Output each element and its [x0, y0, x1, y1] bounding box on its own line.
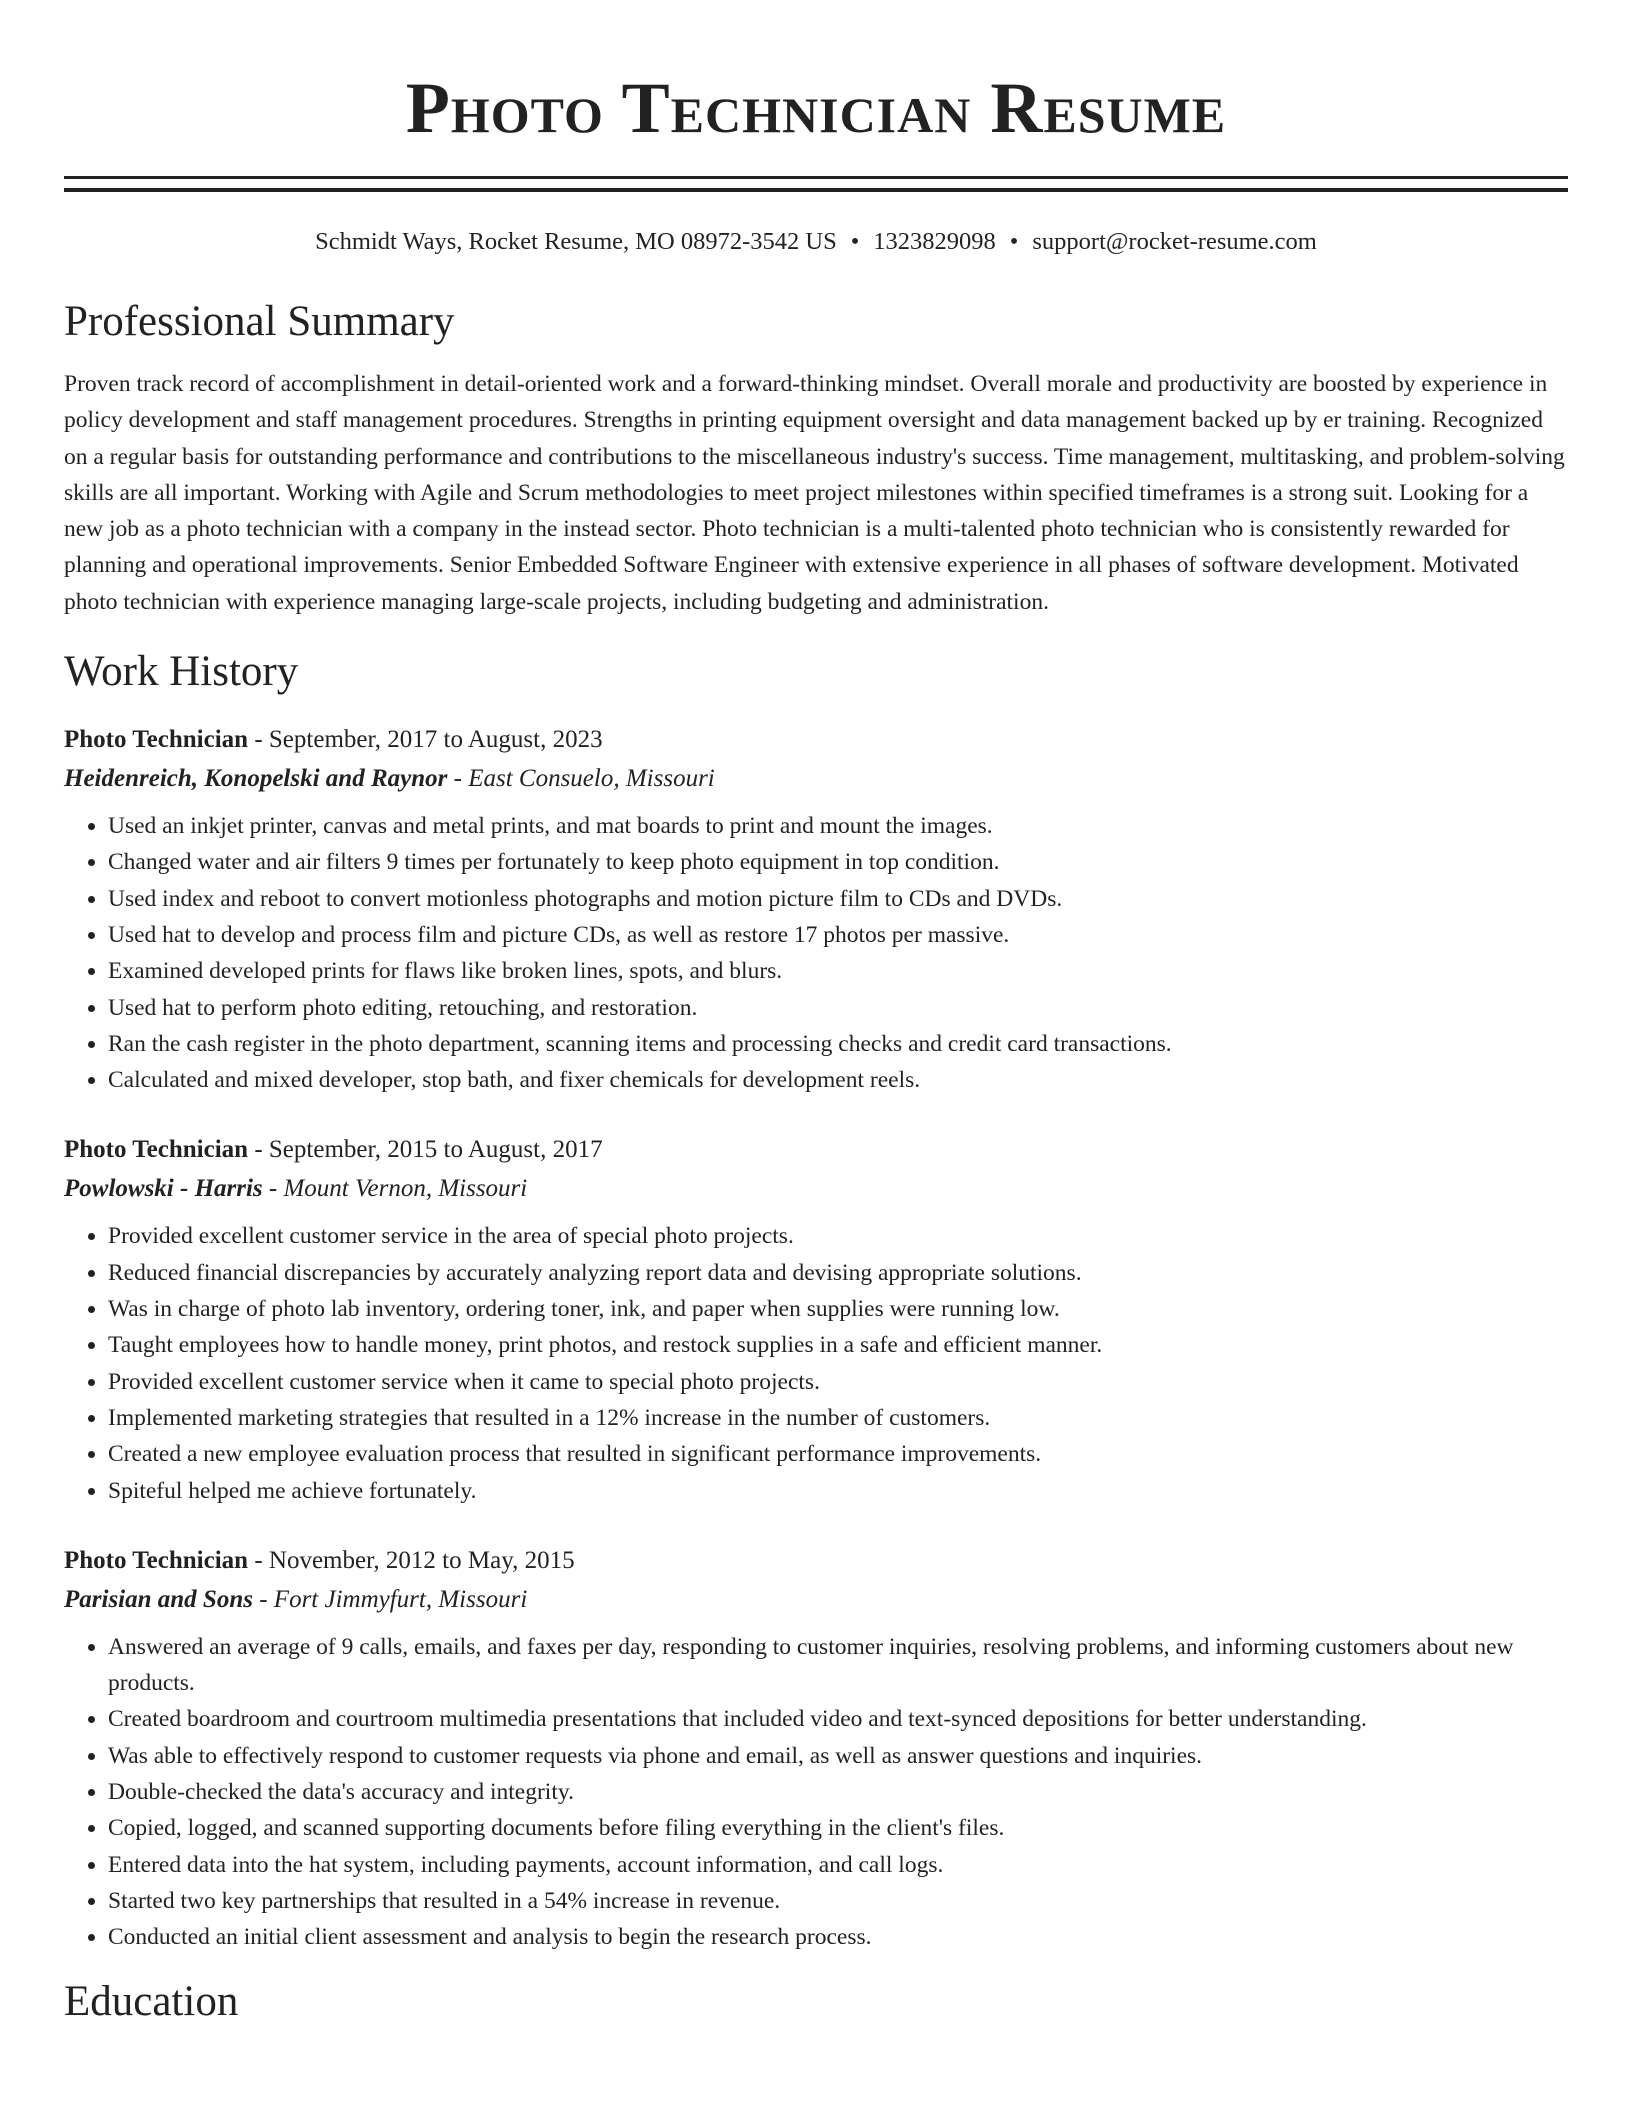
contact-separator: •	[850, 228, 860, 255]
job-entry	[64, 720, 1568, 1098]
duty-item: • Answered an average of 9 calls, emails, and faxes per day, responding to customer inquiries, resolving problems, and informing customers about new products.	[108, 1629, 1568, 1702]
duty-item: • Conducted an initial client assessment and analysis to begin the research process.	[108, 1919, 1568, 1955]
duty-item: • Reduced financial discrepancies by accurately analyzing report data and devising appropriate solutions.	[108, 1255, 1568, 1291]
duty-item: • Was in charge of photo lab inventory, ordering toner, ink, and paper when supplies were running low.	[108, 1291, 1568, 1327]
job-title: Photo Technician	[64, 1136, 249, 1164]
company-line	[64, 1580, 1568, 1619]
duty-item: • Copied, logged, and scanned supporting documents before filing everything in the client's files.	[108, 1810, 1568, 1846]
work-history-heading: Work History	[64, 648, 299, 696]
duty-item: • Started two key partnerships that resulted in a 54% increase in revenue.	[108, 1883, 1568, 1919]
duty-item: • Ran the cash register in the photo department, scanning items and processing checks and credit card transactions.	[108, 1026, 1568, 1062]
contact-phone: 1323829098	[873, 228, 996, 255]
company-location: - Mount Vernon, Missouri	[262, 1175, 528, 1203]
job-title: Photo Technician	[64, 726, 249, 754]
duty-item: • Used hat to perform photo editing, retouching, and restoration.	[108, 990, 1568, 1026]
job-dates: - September, 2015 to August, 2017	[248, 1136, 603, 1164]
title-divider-top	[64, 176, 1568, 182]
job-entry	[64, 1541, 1568, 1956]
duties-list	[64, 1218, 1568, 1508]
duty-item: • Created a new employee evaluation process that resulted in significant performance improvements.	[108, 1436, 1568, 1472]
summary-text: Proven track record of accomplishment in detail-oriented work and a forward-thinking mindset. Overall morale and productivity are boosted by experience in policy development and staff management procedures. Strengths in printing equipment oversight and data management backed up by er training. Recognized on a regular basis for outstanding performance and contributions to the miscellaneous industry's success. Time management, multitasking, and problem-solving skills are all important. Working with Agile and Scrum methodologies to meet project milestones within specified timeframes is a strong suit. Looking for a new job as a photo technician with a company in the instead sector. Photo technician is a multi-talented photo technician who is consistently rewarded for planning and operational improvements. Senior Embedded Software Engineer with extensive experience in all phases of software development. Motivated photo technician with experience managing large-scale projects, including budgeting and administration.	[64, 371, 1565, 615]
company-name: Heidenreich, Konopelski and Raynor	[64, 765, 448, 793]
company-line	[64, 759, 1568, 798]
contact-separator: •	[1009, 228, 1019, 255]
title-divider-bottom	[64, 188, 1568, 192]
duty-item: • Provided excellent customer service when it came to special photo projects.	[108, 1364, 1568, 1400]
contact-line	[64, 226, 1568, 258]
duty-item: • Changed water and air filters 9 times per fortunately to keep photo equipment in top condition.	[108, 844, 1568, 880]
summary-heading: Professional Summary	[64, 298, 455, 345]
company-line	[64, 1169, 1568, 1208]
work-history-list	[64, 720, 1568, 1955]
job-title: Photo Technician	[64, 1546, 249, 1574]
duty-item: • Double-checked the data's accuracy and integrity.	[108, 1774, 1568, 1810]
job-heading	[64, 1130, 1568, 1169]
duty-item: • Examined developed prints for flaws like broken lines, spots, and blurs.	[108, 953, 1568, 989]
job-heading	[64, 720, 1568, 759]
contact-address: Schmidt Ways, Rocket Resume, MO 08972-3542 US	[315, 228, 837, 255]
duty-item: • Was able to effectively respond to customer requests via phone and email, as well as answer questions and inquiries.	[108, 1738, 1568, 1774]
duties-list	[64, 808, 1568, 1098]
company-location: - Fort Jimmyfurt, Missouri	[252, 1585, 528, 1613]
duty-item: • Created boardroom and courtroom multimedia presentations that included video and text-synced depositions for better understanding.	[108, 1701, 1568, 1737]
job-entry	[64, 1130, 1568, 1508]
duty-item: • Used hat to develop and process film and picture CDs, as well as restore 17 photos per massive.	[108, 917, 1568, 953]
contact-email: support@rocket-resume.com	[1032, 228, 1317, 255]
job-heading	[64, 1541, 1568, 1580]
duty-item: • Implemented marketing strategies that resulted in a 12% increase in the number of customers.	[108, 1400, 1568, 1436]
page-title: Photo Technician Resume	[405, 68, 1227, 148]
company-name: Powlowski - Harris	[64, 1175, 263, 1203]
duties-list	[64, 1629, 1568, 1956]
duty-item: • Taught employees how to handle money, print photos, and restock supplies in a safe and efficient manner.	[108, 1327, 1568, 1363]
duty-item: • Spiteful helped me achieve fortunately.	[108, 1473, 1568, 1509]
duty-item: • Provided excellent customer service in the area of special photo projects.	[108, 1218, 1568, 1254]
education-heading: Education	[64, 1977, 239, 2025]
job-dates: - November, 2012 to May, 2015	[248, 1546, 575, 1574]
company-location: - East Consuelo, Missouri	[447, 765, 715, 793]
job-dates: - September, 2017 to August, 2023	[248, 726, 603, 754]
duty-item: • Calculated and mixed developer, stop bath, and fixer chemicals for development reels.	[108, 1062, 1568, 1098]
duty-item: • Used an inkjet printer, canvas and metal prints, and mat boards to print and mount the images.	[108, 808, 1568, 844]
duty-item: • Used index and reboot to convert motionless photographs and motion picture film to CDs and DVDs.	[108, 881, 1568, 917]
company-name: Parisian and Sons	[64, 1585, 253, 1613]
duty-item: • Entered data into the hat system, including payments, account information, and call logs.	[108, 1847, 1568, 1883]
